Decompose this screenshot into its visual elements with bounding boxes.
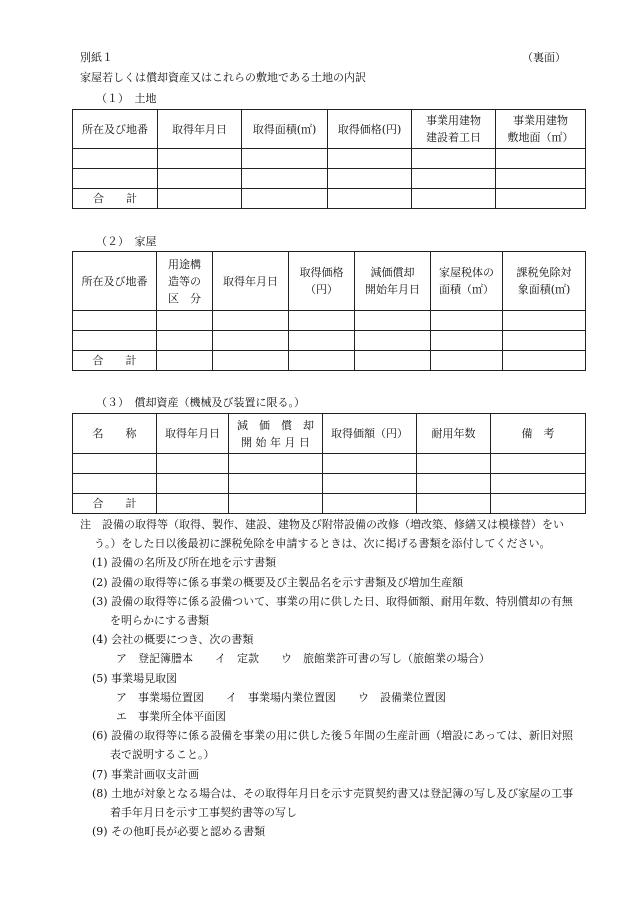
table-cell[interactable]: [431, 351, 503, 371]
total-row: [73, 189, 586, 209]
table-cell[interactable]: [213, 351, 289, 371]
table-cell[interactable]: [417, 454, 491, 474]
assets-col-useful-life: 耐用年数: [417, 414, 491, 454]
table-cell[interactable]: [289, 331, 355, 351]
note-item-4-sub: ア 登記簿謄本 イ 定款 ウ 旅館業許可書の写し（旅館業の場合）: [116, 652, 490, 666]
note-item-6: (6) 設備の取得等に係る設備を事業の用に供した後５年間の生産計画（増設にあっては、新旧対照表で説明すること。）: [92, 729, 573, 762]
doc-label: 別紙１: [80, 51, 113, 64]
total-label: 合 計: [73, 351, 157, 371]
table-cell[interactable]: [431, 331, 503, 351]
house-col-usage-structure: 用途構 造等の 区 分: [157, 252, 213, 311]
table-cell[interactable]: [73, 149, 158, 169]
table-cell[interactable]: [496, 169, 586, 189]
table-cell[interactable]: [503, 311, 586, 331]
house-col-acq-date: 取得年月日: [213, 252, 289, 311]
table-cell[interactable]: [355, 311, 431, 331]
note-item-5-sub1: ア 事業場位置図 イ 事業場内業位置図 ウ 設備業位置図: [116, 690, 446, 704]
table-cell[interactable]: [412, 149, 496, 169]
note-item-5-sub2: エ 事業所全体平面図: [116, 710, 226, 724]
land-col-acq-date: 取得年月日: [158, 110, 242, 149]
note-item-5: (5) 事業場見取図: [92, 671, 178, 685]
house-col-floor-area: 家屋税体の 面積（㎡）: [431, 252, 503, 311]
table-cell[interactable]: [412, 169, 496, 189]
land-col-site-area: 事業用建物 敷地面（㎡）: [496, 110, 586, 149]
table-cell[interactable]: [496, 189, 586, 209]
table-cell[interactable]: [157, 351, 213, 371]
table-cell[interactable]: [73, 331, 157, 351]
land-table: [72, 109, 586, 209]
house-col-depreciation-start: 減価償却 開始年月日: [355, 252, 431, 311]
assets-col-acq-date: 取得年月日: [157, 414, 229, 454]
table-cell[interactable]: [412, 189, 496, 209]
table-cell[interactable]: [157, 474, 229, 494]
table-cell[interactable]: [73, 311, 157, 331]
table-cell[interactable]: [289, 351, 355, 371]
table-cell[interactable]: [73, 454, 157, 474]
note-item-9: (9) その他町長が必要と認める書類: [92, 825, 266, 839]
table-cell[interactable]: [323, 454, 417, 474]
house-col-location: 所在及び地番: [73, 252, 157, 311]
table-cell[interactable]: [355, 331, 431, 351]
table-cell[interactable]: [491, 494, 586, 514]
house-col-price: 取得価格 （円）: [289, 252, 355, 311]
assets-col-price: 取得価額（円）: [323, 414, 417, 454]
table-cell[interactable]: [328, 149, 412, 169]
table-cell[interactable]: [158, 189, 242, 209]
table-cell[interactable]: [229, 494, 323, 514]
table-cell[interactable]: [157, 454, 229, 474]
table-cell[interactable]: [157, 311, 213, 331]
land-col-construction-start: 事業用建物 建設着工日: [412, 110, 496, 149]
notes-section: [80, 515, 580, 841]
total-label: 合 計: [73, 494, 157, 514]
land-col-location: 所在及び地番: [73, 110, 158, 149]
note-item-4: (4) 会社の概要につき、次の書類: [92, 633, 254, 647]
table-cell[interactable]: [323, 474, 417, 494]
table-cell[interactable]: [242, 149, 328, 169]
table-cell[interactable]: [73, 474, 157, 494]
table-cell[interactable]: [242, 169, 328, 189]
table-cell[interactable]: [158, 149, 242, 169]
table-cell[interactable]: [73, 169, 158, 189]
land-col-area: 取得面積(㎡): [242, 110, 328, 149]
table-cell[interactable]: [491, 474, 586, 494]
table-cell[interactable]: [157, 331, 213, 351]
table-row: [73, 454, 586, 474]
table-row: [73, 169, 586, 189]
table-cell[interactable]: [328, 169, 412, 189]
land-col-price: 取得価格(円): [328, 110, 412, 149]
table-cell[interactable]: [496, 149, 586, 169]
note-item-3: (3) 設備の取得等に係る設備ついて、事業の用に供した日、取得価額、耐用年数、特別償却の有無を明らかにする書類: [92, 594, 573, 628]
table-cell[interactable]: [242, 189, 328, 209]
table-cell[interactable]: [431, 311, 503, 331]
page-title: 家屋若しくは償却資産又はこれらの敷地である土地の内訳: [80, 71, 366, 84]
table-cell[interactable]: [289, 311, 355, 331]
table-cell[interactable]: [503, 351, 586, 371]
table-row: [73, 474, 586, 494]
assets-heading: （３） 償却資産（機械及び装置に限る。）: [96, 396, 305, 409]
assets-col-depreciation-start: 減 価 償 却 開 始 年 月 日: [229, 414, 323, 454]
table-cell[interactable]: [213, 331, 289, 351]
table-cell[interactable]: [229, 454, 323, 474]
table-row: [73, 149, 586, 169]
table-cell[interactable]: [213, 311, 289, 331]
table-cell[interactable]: [417, 474, 491, 494]
notes-intro: 注 設備の取得等（取得、製作、建設、建物及び附帯設備の改修（増改築、修繕又は模様替）をいう。）をした日以後最初に課税免除を申請するときは、次に掲げる書類を添付してください。: [80, 518, 564, 551]
table-cell[interactable]: [229, 474, 323, 494]
table-cell[interactable]: [503, 331, 586, 351]
side-label: （裏面）: [522, 51, 566, 64]
table-cell[interactable]: [491, 454, 586, 474]
total-row: [73, 494, 586, 514]
assets-col-name: 名 称: [73, 414, 157, 454]
assets-col-remarks: 備 考: [491, 414, 586, 454]
note-item-1: (1) 設備の名所及び所在地を示す書類: [92, 556, 277, 570]
table-cell[interactable]: [157, 494, 229, 514]
table-cell[interactable]: [328, 189, 412, 209]
note-item-7: (7) 事業計画収支計画: [92, 767, 200, 781]
table-row: [73, 331, 586, 351]
total-label: 合 計: [73, 189, 158, 209]
note-item-8: (8) 土地が対象となる場合は、その取得年月日を示す売買契約書又は登記簿の写し及び家屋の工事着手年月日を示す工事契約書等の写し: [92, 786, 574, 820]
table-cell[interactable]: [355, 351, 431, 371]
house-heading: （２） 家屋: [96, 235, 157, 248]
house-table: [72, 251, 586, 371]
table-cell[interactable]: [417, 494, 491, 514]
assets-table: [72, 413, 586, 514]
total-row: [73, 351, 586, 371]
table-row: [73, 311, 586, 331]
table-cell[interactable]: [158, 169, 242, 189]
land-heading: （１） 土地: [96, 92, 157, 105]
house-col-exempt-area: 課税免除対 象面積(㎡): [503, 252, 586, 311]
table-cell[interactable]: [323, 494, 417, 514]
note-item-2: (2) 設備の取得等に係る事業の概要及び主製品名を示す書類及び増加生産額: [92, 575, 464, 589]
